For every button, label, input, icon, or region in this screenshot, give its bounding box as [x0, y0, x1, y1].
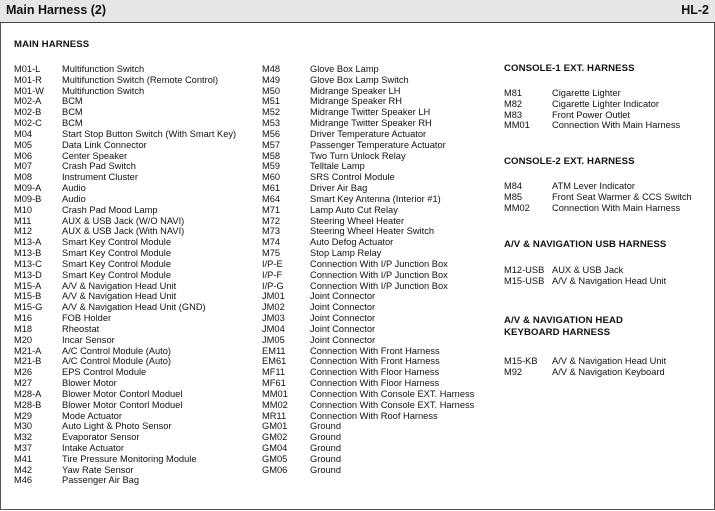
- connector-row: [14, 205, 259, 216]
- connector-code: M46: [14, 475, 33, 486]
- connector-row: [14, 183, 259, 194]
- connector-description: Rheostat: [62, 323, 100, 334]
- connector-description: Joint Connector: [310, 313, 376, 324]
- page-code: HL-2: [681, 3, 709, 17]
- connector-row: [504, 88, 709, 99]
- connector-row: [14, 118, 259, 129]
- connector-row: [14, 75, 259, 86]
- connector-code: M61: [262, 183, 281, 194]
- connector-code: M56: [262, 128, 281, 139]
- connector-code: M08: [14, 172, 33, 183]
- connector-code: M02-B: [14, 107, 42, 118]
- connector-row: [262, 75, 498, 86]
- connector-description: Blower Motor Contorl Moduel: [62, 388, 183, 399]
- usb-list: [504, 265, 709, 287]
- connector-description: Connection With Main Harness: [552, 202, 681, 213]
- connector-row: [504, 192, 709, 203]
- connector-row: [504, 265, 709, 276]
- connector-row: [262, 356, 498, 367]
- keyboard-heading-line1: A/V & NAVIGATION HEAD: [504, 315, 624, 326]
- connector-row: [14, 237, 259, 248]
- connector-description: Steering Wheel Heater: [310, 215, 405, 226]
- connector-code: EM61: [262, 356, 287, 367]
- connector-code: M85: [504, 191, 523, 202]
- connector-row: [14, 216, 259, 227]
- connector-code: M04: [14, 128, 33, 139]
- connector-description: AUX & USB Jack (With NAVI): [62, 226, 185, 237]
- connector-code: JM03: [262, 313, 285, 324]
- connector-description: Smart Key Control Module: [62, 269, 172, 280]
- page-header: [0, 0, 715, 23]
- connector-description: Midrange Speaker LH: [310, 85, 401, 96]
- connector-description: Yaw Rate Sensor: [62, 464, 134, 475]
- connector-row: [14, 465, 259, 476]
- connector-row: [14, 248, 259, 259]
- connector-code: M15-A: [14, 280, 42, 291]
- connector-description: Ground: [310, 421, 342, 432]
- connector-description: Audio: [62, 193, 86, 204]
- connector-row: [14, 400, 259, 411]
- connector-description: Multifunction Switch: [62, 85, 145, 96]
- connector-description: Connection With I/P Junction Box: [310, 258, 448, 269]
- connector-description: Multifunction Switch: [62, 64, 145, 74]
- connector-row: [14, 86, 259, 97]
- connector-row: [262, 291, 498, 302]
- connector-code: M73: [262, 226, 281, 237]
- connector-row: [14, 356, 259, 367]
- main-harness-list-1: [14, 64, 259, 486]
- connector-code: M75: [262, 248, 281, 259]
- connector-row: [14, 443, 259, 454]
- connector-code: M27: [14, 378, 33, 389]
- connector-row: [262, 216, 498, 227]
- connector-description: Joint Connector: [310, 334, 376, 345]
- connector-description: Telltale Lamp: [310, 161, 365, 172]
- connector-code: M16: [14, 313, 33, 324]
- connector-row: [262, 226, 498, 237]
- connector-code: M81: [504, 88, 523, 98]
- connector-row: [262, 140, 498, 151]
- connector-row: [262, 161, 498, 172]
- connector-code: M07: [14, 161, 33, 172]
- connector-row: [14, 367, 259, 378]
- connector-description: A/V & Navigation Head Unit: [62, 291, 177, 302]
- connector-row: [14, 411, 259, 422]
- connector-description: Smart Key Control Module: [62, 258, 172, 269]
- connector-row: [14, 346, 259, 357]
- connector-row: [262, 378, 498, 389]
- connector-row: [14, 421, 259, 432]
- connector-description: Connection With I/P Junction Box: [310, 269, 448, 280]
- connector-code: JM04: [262, 323, 285, 334]
- connector-code: M15-KB: [504, 356, 538, 366]
- connector-row: [14, 96, 259, 107]
- connector-description: A/C Control Module (Auto): [62, 345, 172, 356]
- connector-row: [262, 183, 498, 194]
- connector-description: Driver Air Bag: [310, 183, 368, 194]
- connector-code: M21-A: [14, 345, 42, 356]
- connector-code: M48: [262, 64, 281, 74]
- connector-description: Two Turn Unlock Relay: [310, 150, 406, 161]
- connector-row: [14, 259, 259, 270]
- connector-code: M71: [262, 204, 281, 215]
- connector-row: [262, 86, 498, 97]
- connector-row: [262, 205, 498, 216]
- connector-code: M64: [262, 193, 281, 204]
- connector-code: M57: [262, 139, 281, 150]
- connector-description: Smart Key Control Module: [62, 237, 172, 248]
- connector-description: Connection With Main Harness: [552, 120, 681, 131]
- keyboard-heading: [504, 315, 623, 339]
- page-title: Main Harness (2): [6, 3, 107, 17]
- connector-description: Ground: [310, 453, 342, 464]
- connector-row: [262, 367, 498, 378]
- connector-description: Midrange Twitter Speaker RH: [310, 118, 432, 129]
- connector-description: A/V & Navigation Head Unit: [552, 356, 667, 366]
- connector-description: Front Power Outlet: [552, 109, 631, 120]
- connector-description: Steering Wheel Heater Switch: [310, 226, 435, 237]
- connector-row: [14, 172, 259, 183]
- connector-code: MM02: [504, 202, 530, 213]
- connector-description: Glove Box Lamp: [310, 64, 379, 74]
- connector-row: [504, 203, 709, 214]
- connector-row: [262, 421, 498, 432]
- connector-row: [262, 465, 498, 476]
- connector-description: Connection With Roof Harness: [310, 410, 438, 421]
- connector-description: Multifunction Switch (Remote Control): [62, 74, 219, 85]
- connector-description: Tire Pressure Monitoring Module: [62, 453, 197, 464]
- connector-code: M84: [504, 181, 523, 191]
- connector-code: I/P-E: [262, 258, 283, 269]
- connector-description: Cigarette Lighter: [552, 88, 621, 98]
- connector-description: ATM Lever Indicator: [552, 181, 636, 191]
- connector-row: [14, 378, 259, 389]
- connector-description: BCM: [62, 96, 83, 107]
- connector-code: M06: [14, 150, 33, 161]
- connector-code: M26: [14, 367, 33, 378]
- connector-code: M59: [262, 161, 281, 172]
- connector-description: Smart Key Control Module: [62, 248, 172, 259]
- connector-description: Ground: [310, 432, 342, 443]
- connector-description: Midrange Twitter Speaker LH: [310, 107, 431, 118]
- connector-code: M53: [262, 118, 281, 129]
- connector-description: Passenger Air Bag: [62, 475, 140, 486]
- connector-description: A/V & Navigation Head Unit: [62, 280, 177, 291]
- connector-description: Intake Actuator: [62, 442, 125, 453]
- connector-code: MF11: [262, 367, 286, 378]
- connector-code: M41: [14, 453, 33, 464]
- connector-row: [14, 432, 259, 443]
- connector-row: [504, 120, 709, 131]
- connector-row: [14, 140, 259, 151]
- connector-row: [14, 226, 259, 237]
- connector-code: M30: [14, 421, 33, 432]
- main-harness-heading: MAIN HARNESS: [14, 39, 90, 50]
- connector-code: M13-C: [14, 258, 42, 269]
- keyboard-heading-line2: KEYBOARD HARNESS: [504, 327, 611, 338]
- connector-row: [14, 194, 259, 205]
- console2-list: [504, 181, 709, 213]
- connector-description: Smart Key Antenna (Interior #1): [310, 193, 441, 204]
- connector-code: I/P-F: [262, 269, 283, 280]
- connector-code: EM11: [262, 345, 286, 356]
- connector-code: M83: [504, 109, 523, 120]
- connector-row: [14, 107, 259, 118]
- connector-description: Midrange Speaker RH: [310, 96, 402, 107]
- connector-code: M74: [262, 237, 281, 248]
- connector-code: JM02: [262, 302, 285, 313]
- connector-code: M37: [14, 442, 33, 453]
- connector-code: M51: [262, 96, 281, 107]
- connector-code: M13-D: [14, 269, 42, 280]
- connector-description: Blower Motor: [62, 378, 117, 389]
- connector-row: [14, 454, 259, 465]
- connector-code: M28-A: [14, 388, 42, 399]
- connector-description: Incar Sensor: [62, 334, 115, 345]
- connector-description: Passenger Temperature Actuator: [310, 139, 446, 150]
- connector-code: JM05: [262, 334, 285, 345]
- connector-row: [14, 291, 259, 302]
- connector-description: Connection With Console EXT. Harness: [310, 388, 475, 399]
- connector-row: [14, 281, 259, 292]
- connector-code: JM01: [262, 291, 285, 302]
- connector-row: [262, 96, 498, 107]
- connector-description: Glove Box Lamp Switch: [310, 74, 409, 85]
- connector-description: Stop Lamp Relay: [310, 248, 382, 259]
- connector-row: [262, 118, 498, 129]
- connector-description: Connection With Front Harness: [310, 356, 440, 367]
- connector-row: [262, 454, 498, 465]
- connector-description: Auto Defog Actuator: [310, 237, 394, 248]
- connector-code: M92: [504, 366, 523, 377]
- connector-row: [504, 367, 709, 378]
- connector-description: Crash Pad Mood Lamp: [62, 204, 158, 215]
- connector-row: [262, 151, 498, 162]
- connector-code: M10: [14, 204, 33, 215]
- connector-description: Joint Connector: [310, 291, 376, 302]
- connector-code: GM06: [262, 464, 288, 475]
- connector-row: [262, 270, 498, 281]
- connector-description: Front Seat Warmer & CCS Switch: [552, 191, 692, 202]
- connector-description: Data Link Connector: [62, 139, 147, 150]
- connector-code: M82: [504, 98, 523, 109]
- connector-description: Crash Pad Switch: [62, 161, 136, 172]
- connector-description: Start Stop Button Switch (With Smart Key): [62, 128, 237, 139]
- connector-row: [14, 129, 259, 140]
- connector-row: [504, 356, 709, 367]
- connector-code: M21-B: [14, 356, 42, 367]
- connector-description: FOB Holder: [62, 313, 112, 324]
- connector-description: Instrument Cluster: [62, 172, 138, 183]
- connector-row: [14, 302, 259, 313]
- connector-code: MM01: [504, 120, 530, 131]
- connector-code: M13-B: [14, 248, 42, 259]
- connector-description: EPS Control Module: [62, 367, 147, 378]
- connector-description: A/C Control Module (Auto): [62, 356, 172, 367]
- connector-code: M52: [262, 107, 281, 118]
- connector-row: [14, 313, 259, 324]
- connector-code: GM01: [262, 421, 288, 432]
- connector-row: [262, 172, 498, 183]
- connector-row: [14, 161, 259, 172]
- connector-description: BCM: [62, 107, 83, 118]
- connector-description: Mode Actuator: [62, 410, 122, 421]
- connector-description: AUX & USB Jack: [552, 265, 624, 275]
- connector-row: [262, 411, 498, 422]
- connector-code: GM02: [262, 432, 288, 443]
- connector-code: M28-B: [14, 399, 42, 410]
- connector-code: M18: [14, 323, 33, 334]
- connector-row: [262, 302, 498, 313]
- connector-row: [262, 346, 498, 357]
- connector-code: M15-B: [14, 291, 42, 302]
- connector-row: [262, 313, 498, 324]
- connector-row: [262, 107, 498, 118]
- connector-description: Joint Connector: [310, 302, 376, 313]
- connector-code: M12-USB: [504, 265, 545, 275]
- connector-description: Cigarette Lighter Indicator: [552, 98, 659, 109]
- connector-row: [262, 129, 498, 140]
- connector-row: [262, 432, 498, 443]
- connector-row: [504, 99, 709, 110]
- main-harness-list-2: [262, 64, 498, 475]
- connector-row: [262, 194, 498, 205]
- connector-description: AUX & USB Jack (W/O NAVI): [62, 215, 185, 226]
- usb-heading: A/V & NAVIGATION USB HARNESS: [504, 239, 667, 250]
- connector-description: A/V & Navigation Keyboard: [552, 366, 665, 377]
- connector-description: Center Speaker: [62, 150, 128, 161]
- connector-code: M15-G: [14, 302, 43, 313]
- connector-description: Auto Light & Photo Sensor: [62, 421, 172, 432]
- connector-code: M72: [262, 215, 281, 226]
- connector-description: Driver Temperature Actuator: [310, 128, 427, 139]
- connector-row: [262, 248, 498, 259]
- connector-description: Ground: [310, 464, 342, 475]
- connector-code: MM01: [262, 388, 288, 399]
- connector-row: [262, 335, 498, 346]
- connector-code: M09-A: [14, 183, 42, 194]
- connector-row: [14, 335, 259, 346]
- connector-row: [14, 64, 259, 75]
- connector-row: [262, 237, 498, 248]
- connector-code: M02-A: [14, 96, 42, 107]
- connector-description: Connection With Floor Harness: [310, 367, 440, 378]
- connector-code: M05: [14, 139, 33, 150]
- connector-row: [262, 64, 498, 75]
- connector-description: Connection With Console EXT. Harness: [310, 399, 475, 410]
- connector-row: [262, 324, 498, 335]
- connector-description: SRS Control Module: [310, 172, 395, 183]
- connector-description: Evaporator Sensor: [62, 432, 140, 443]
- connector-row: [14, 389, 259, 400]
- keyboard-list: [504, 356, 709, 378]
- connector-code: M13-A: [14, 237, 42, 248]
- connector-description: Blower Motor Contorl Moduel: [62, 399, 183, 410]
- connector-code: M12: [14, 226, 33, 237]
- connector-row: [262, 389, 498, 400]
- connector-description: Audio: [62, 183, 86, 194]
- connector-code: M02-C: [14, 118, 42, 129]
- connector-code: M58: [262, 150, 281, 161]
- connector-code: M32: [14, 432, 33, 443]
- connector-description: A/V & Navigation Head Unit (GND): [62, 302, 206, 313]
- connector-code: M49: [262, 74, 281, 85]
- connector-row: [504, 276, 709, 287]
- connector-code: M15-USB: [504, 275, 545, 286]
- connector-row: [262, 281, 498, 292]
- connector-code: M29: [14, 410, 33, 421]
- connector-code: GM04: [262, 442, 288, 453]
- connector-code: M50: [262, 85, 281, 96]
- connector-row: [262, 259, 498, 270]
- console1-list: [504, 88, 709, 131]
- connector-code: MM02: [262, 399, 288, 410]
- connector-description: Connection With Front Harness: [310, 345, 440, 356]
- connector-code: M11: [14, 215, 32, 226]
- connector-code: M01-W: [14, 85, 44, 96]
- console1-heading: CONSOLE-1 EXT. HARNESS: [504, 63, 635, 74]
- connector-row: [262, 443, 498, 454]
- connector-description: Connection With Floor Harness: [310, 378, 440, 389]
- connector-row: [14, 475, 259, 486]
- connector-row: [504, 181, 709, 192]
- connector-code: M09-B: [14, 193, 42, 204]
- connector-code: I/P-G: [262, 280, 284, 291]
- connector-description: Connection With I/P Junction Box: [310, 280, 448, 291]
- connector-code: M60: [262, 172, 281, 183]
- connector-description: A/V & Navigation Head Unit: [552, 275, 667, 286]
- connector-row: [14, 324, 259, 335]
- connector-description: Lamp Auto Cut Relay: [310, 204, 398, 215]
- console2-heading: CONSOLE-2 EXT. HARNESS: [504, 156, 635, 167]
- connector-code: M42: [14, 464, 33, 475]
- connector-code: MR11: [262, 410, 287, 421]
- connector-row: [14, 270, 259, 281]
- connector-code: M20: [14, 334, 33, 345]
- connector-code: M01-R: [14, 74, 42, 85]
- connector-code: M01-L: [14, 64, 41, 74]
- connector-code: GM05: [262, 453, 288, 464]
- connector-code: MF61: [262, 378, 286, 389]
- connector-description: Ground: [310, 442, 342, 453]
- connector-description: BCM: [62, 118, 83, 129]
- connector-row: [14, 151, 259, 162]
- connector-row: [504, 110, 709, 121]
- connector-description: Joint Connector: [310, 323, 376, 334]
- connector-row: [262, 400, 498, 411]
